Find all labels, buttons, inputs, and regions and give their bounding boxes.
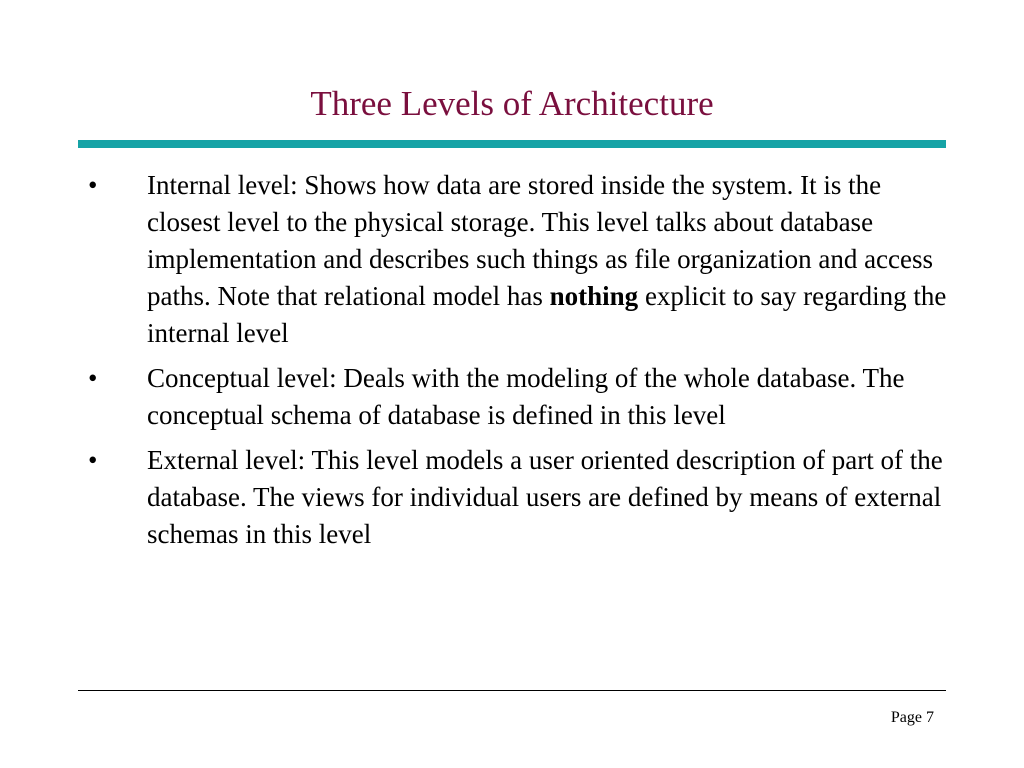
bullet-text [147, 360, 947, 434]
title-divider [78, 140, 946, 148]
bullet-text-part: Conceptual level: Deals with the modeling of the whole database. The conceptual schema of database is defined in this level [147, 363, 905, 430]
slide-title: Three Levels of Architecture [310, 84, 714, 123]
bullet-marker: • [88, 170, 98, 200]
bullet-conceptual-level [0, 360, 947, 434]
bullet-emphasis: nothing [549, 281, 639, 311]
bullet-external-level [0, 442, 947, 553]
bullet-list [0, 167, 947, 561]
bullet-marker: • [88, 363, 98, 393]
bullet-text-part: explicit to say regarding the internal level [147, 281, 947, 348]
bullet-text [147, 167, 947, 352]
bullet-text [147, 442, 947, 553]
bullet-text-part: Internal level: Shows how data are stored inside the system. It is the closest level to the physical storage. This level talks about database implementation and describes such things as file organization and access paths. Note that relational model has [147, 170, 934, 311]
bullet-text-part: External level: This level models a user oriented description of part of the database. The views for individual users are defined by means of external schemas in this level [147, 445, 943, 549]
bullet-internal-level [0, 167, 947, 352]
footer-divider [78, 690, 946, 691]
page-number: Page 7 [890, 709, 934, 726]
bullet-marker: • [88, 445, 98, 475]
